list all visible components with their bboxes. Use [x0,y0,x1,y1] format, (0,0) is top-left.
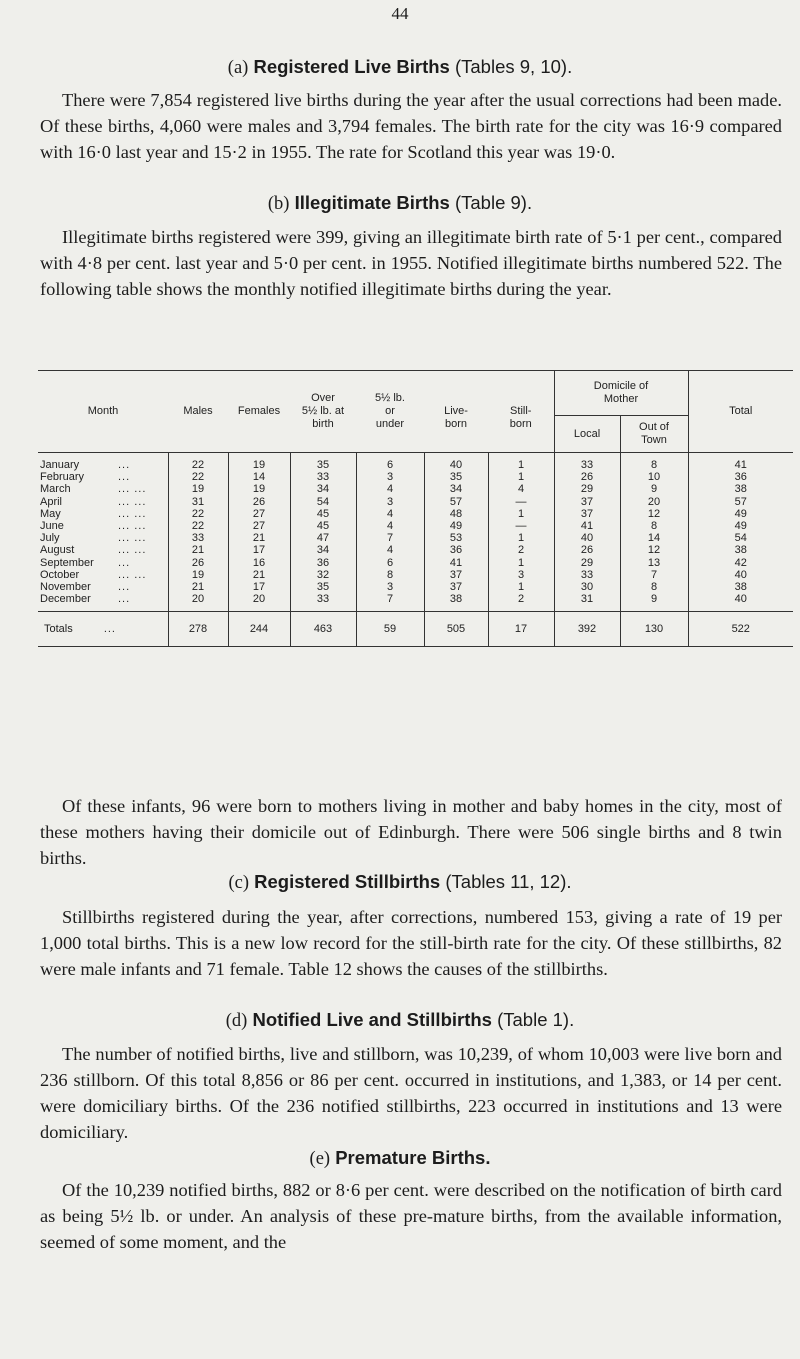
page-number: 44 [391,4,409,23]
month-cell [38,471,168,483]
after-table-text: Of these infants, 96 were born to mothers living in mother and baby homes in the city, most of these mothers having their domicile out of Edinburgh. There were 506 single births and 8 twin births. [40,796,782,868]
cell-females: 19 [228,453,290,472]
cell-females: 21 [228,569,290,581]
cell-total: 41 [688,453,793,472]
month-cell [38,453,168,472]
section-c-text: Stillbirths registered during the year, after corrections, numbered 153, giving a rate of 19 per 1,000 total births. This is a new low record for the still-birth rate for the city. Of these stillbirths, 82 were male infants and 71 female. Table 12 shows the causes of the stillbirths. [40,907,782,979]
totals-females: 244 [228,612,290,647]
cell-local: 29 [554,557,620,569]
month-name: May [40,507,61,520]
totals-over: 463 [290,612,356,647]
section-b-heading [0,192,800,215]
cell-males: 22 [168,471,228,483]
cell-males: 21 [168,544,228,556]
leader-dots: ... ... [118,532,147,545]
cell-total: 49 [688,508,793,520]
cell-over: 45 [290,508,356,520]
cell-over: 54 [290,496,356,508]
month-cell [38,557,168,569]
table-row [38,453,793,472]
header-out-of-town [620,416,688,453]
cell-females: 26 [228,496,290,508]
section-e-text: Of the 10,239 notified births, 882 or 8·6 per cent. were described on the notification of birth card as being 5½ lb. or under. An analysis of these pre-mature births, from the available information, seemed of some moment, and the [40,1180,782,1252]
month-name: February [40,471,85,484]
cell-total: 57 [688,496,793,508]
header-stillborn [488,371,554,453]
cell-live: 53 [424,532,488,544]
section-e-label: (e) [309,1149,331,1169]
cell-over: 47 [290,532,356,544]
header-under-line2: or [385,405,395,417]
cell-still: — [488,496,554,508]
cell-males: 19 [168,483,228,495]
cell-out: 13 [620,557,688,569]
cell-local: 41 [554,520,620,532]
leader-dots: ... [118,459,131,471]
cell-live: 49 [424,520,488,532]
month-name: July [40,532,60,545]
totals-out: 130 [620,612,688,647]
header-females: Females [228,371,290,453]
totals-males: 278 [168,612,228,647]
cell-out: 14 [620,532,688,544]
cell-local: 40 [554,532,620,544]
cell-still: 4 [488,483,554,495]
cell-still: 1 [488,471,554,483]
cell-local: 26 [554,544,620,556]
cell-over: 45 [290,520,356,532]
cell-over: 33 [290,471,356,483]
header-over-line1: Over [311,392,335,404]
section-d-label: (d) [225,1011,248,1031]
cell-out: 20 [620,496,688,508]
header-out-line1: Out of [639,421,669,433]
cell-females: 20 [228,593,290,612]
cell-still: — [488,520,554,532]
section-d-heading [0,1009,800,1032]
month-name: November [40,581,91,594]
section-e-title: Premature Births. [335,1147,491,1168]
month-name: April [40,495,63,508]
cell-under: 3 [356,471,424,483]
totals-label-cell [38,612,168,647]
cell-still: 1 [488,581,554,593]
cell-out: 9 [620,593,688,612]
month-cell [38,520,168,532]
cell-still: 2 [488,593,554,612]
leader-dots: ... ... [118,568,147,581]
cell-still: 1 [488,453,554,472]
cell-live: 48 [424,508,488,520]
section-e-heading [0,1147,800,1170]
totals-under: 59 [356,612,424,647]
header-local: Local [554,416,620,453]
month-cell [38,581,168,593]
cell-live: 57 [424,496,488,508]
cell-out: 12 [620,508,688,520]
cell-live: 40 [424,453,488,472]
section-d-ref: (Table 1). [497,1009,575,1030]
section-b-text: Illegitimate births registered were 399, giving an illegitimate birth rate of 5·1 per cent., compared with 4·8 per cent. last year and 5·0 per cent. in 1955. Notified illegitimate births numbered 522. The following table shows the monthly notified illegitimate births during the year. [40,227,782,299]
table-row [38,593,793,612]
header-domicile-line1: Domicile of [593,380,649,392]
section-b-label: (b) [267,194,290,214]
cell-females: 27 [228,508,290,520]
header-males: Males [168,371,228,453]
cell-total: 42 [688,557,793,569]
cell-males: 22 [168,520,228,532]
leader-dots: ... [118,581,131,594]
cell-males: 22 [168,508,228,520]
header-live-line2: born [444,418,468,430]
month-name: October [40,568,80,581]
cell-under: 7 [356,593,424,612]
cell-local: 29 [554,483,620,495]
cell-total: 49 [688,520,793,532]
header-live-line1: Live- [444,405,468,417]
month-name: September [40,556,94,569]
cell-live: 37 [424,569,488,581]
totals-still: 17 [488,612,554,647]
cell-local: 33 [554,453,620,472]
cell-still: 3 [488,569,554,581]
section-d-title: Notified Live and Stillbirths [252,1009,492,1030]
cell-over: 35 [290,581,356,593]
month-name: August [40,544,75,557]
cell-total: 38 [688,483,793,495]
cell-local: 37 [554,496,620,508]
totals-label: Totals [44,623,73,636]
table-row [38,496,793,508]
cell-over: 34 [290,483,356,495]
cell-males: 22 [168,453,228,472]
cell-total: 38 [688,544,793,556]
cell-over: 36 [290,557,356,569]
cell-still: 1 [488,532,554,544]
cell-live: 35 [424,471,488,483]
header-liveborn [424,371,488,453]
header-total: Total [688,371,793,453]
leader-dots: ... [118,471,131,484]
cell-under: 8 [356,569,424,581]
cell-local: 30 [554,581,620,593]
month-cell [38,593,168,612]
cell-under: 3 [356,496,424,508]
month-name: December [40,593,91,606]
section-c-label: (c) [228,873,250,893]
cell-total: 38 [688,581,793,593]
header-still-line1: Still- [510,405,532,417]
leader-dots: ... ... [118,544,147,557]
cell-live: 37 [424,581,488,593]
section-c-heading [0,871,800,894]
cell-local: 31 [554,593,620,612]
leader-dots: ... [118,593,131,606]
totals-local: 392 [554,612,620,647]
leader-dots: ... [118,556,131,569]
cell-under: 6 [356,453,424,472]
month-cell [38,569,168,581]
header-over-weight [290,371,356,453]
table-row [38,557,793,569]
cell-live: 38 [424,593,488,612]
table-row [38,569,793,581]
cell-over: 35 [290,453,356,472]
month-cell [38,496,168,508]
cell-out: 8 [620,453,688,472]
cell-still: 1 [488,508,554,520]
header-over-line3: birth [312,418,334,430]
leader-dots: ... ... [118,507,147,520]
totals-row [38,612,793,647]
header-month: Month [38,371,168,453]
cell-males: 21 [168,581,228,593]
cell-live: 41 [424,557,488,569]
cell-males: 19 [168,569,228,581]
cell-still: 1 [488,557,554,569]
header-over-line2: 5½ lb. at [301,405,345,417]
cell-females: 17 [228,581,290,593]
section-a-ref: (Tables 9, 10). [454,56,573,77]
cell-live: 36 [424,544,488,556]
section-d-text: The number of notified births, live and stillborn, was 10,239, of whom 10,003 were live born and 236 stillborn. Of this total 8,856 or 86 per cent. occurred in institutions, and 1,383, or 14 per cent. were domiciliary births. Of the 236 notified stillbirths, 223 occurred in institutions and 13 were domiciliary. [40,1044,782,1142]
totals-total: 522 [688,612,793,647]
header-under-line1: 5½ lb. [375,392,405,404]
cell-out: 10 [620,471,688,483]
table-row [38,544,793,556]
cell-under: 7 [356,532,424,544]
header-still-line2: born [509,418,532,430]
section-b-ref: (Table 9). [454,192,533,213]
cell-live: 34 [424,483,488,495]
section-a-text: There were 7,854 registered live births during the year after the usual corrections had been made. Of these births, 4,060 were males and 3,794 females. The birth rate for the city was 16·9 compared with 16·0 last year and 15·2 in 1955. The rate for Scotland this year was 19·0. [40,90,782,162]
header-domicile [554,371,688,416]
cell-under: 4 [356,483,424,495]
cell-males: 20 [168,593,228,612]
table-row [38,471,793,483]
cell-males: 33 [168,532,228,544]
cell-females: 14 [228,471,290,483]
cell-under: 4 [356,544,424,556]
totals-live: 505 [424,612,488,647]
section-c-title: Registered Stillbirths [254,871,441,892]
cell-total: 36 [688,471,793,483]
cell-total: 40 [688,569,793,581]
table-row [38,483,793,495]
table-row [38,520,793,532]
cell-out: 7 [620,569,688,581]
table-row [38,581,793,593]
month-cell [38,483,168,495]
cell-females: 16 [228,557,290,569]
cell-out: 8 [620,520,688,532]
cell-over: 33 [290,593,356,612]
header-under-weight [356,371,424,453]
table-row [38,532,793,544]
month-cell [38,532,168,544]
header-out-line2: Town [641,434,667,446]
cell-local: 26 [554,471,620,483]
section-c-ref: (Tables 11, 12). [445,871,572,892]
section-a-heading [0,56,800,79]
cell-local: 33 [554,569,620,581]
section-b-title: Illegitimate Births [294,192,450,213]
leader-dots: ... ... [118,483,147,496]
cell-under: 3 [356,581,424,593]
cell-out: 12 [620,544,688,556]
cell-males: 31 [168,496,228,508]
month-cell [38,508,168,520]
cell-under: 6 [356,557,424,569]
month-name: June [40,520,64,533]
table-body [38,453,793,612]
cell-total: 40 [688,593,793,612]
illegitimate-births-table [38,370,793,647]
cell-females: 19 [228,483,290,495]
cell-over: 34 [290,544,356,556]
cell-females: 21 [228,532,290,544]
leader-dots: ... ... [118,520,147,533]
leader-dots: ... ... [118,495,147,508]
totals-dots: ... [103,623,116,636]
section-a-title: Registered Live Births [253,56,450,77]
month-cell [38,544,168,556]
cell-still: 2 [488,544,554,556]
month-name: January [40,459,80,471]
cell-total: 54 [688,532,793,544]
table-row [38,508,793,520]
cell-males: 26 [168,557,228,569]
cell-over: 32 [290,569,356,581]
cell-out: 9 [620,483,688,495]
cell-females: 17 [228,544,290,556]
month-name: March [40,483,71,496]
cell-females: 27 [228,520,290,532]
cell-under: 4 [356,520,424,532]
section-a-label: (a) [227,58,249,78]
cell-out: 8 [620,581,688,593]
cell-local: 37 [554,508,620,520]
header-under-line3: under [375,418,405,430]
cell-under: 4 [356,508,424,520]
header-domicile-line2: Mother [603,393,639,405]
